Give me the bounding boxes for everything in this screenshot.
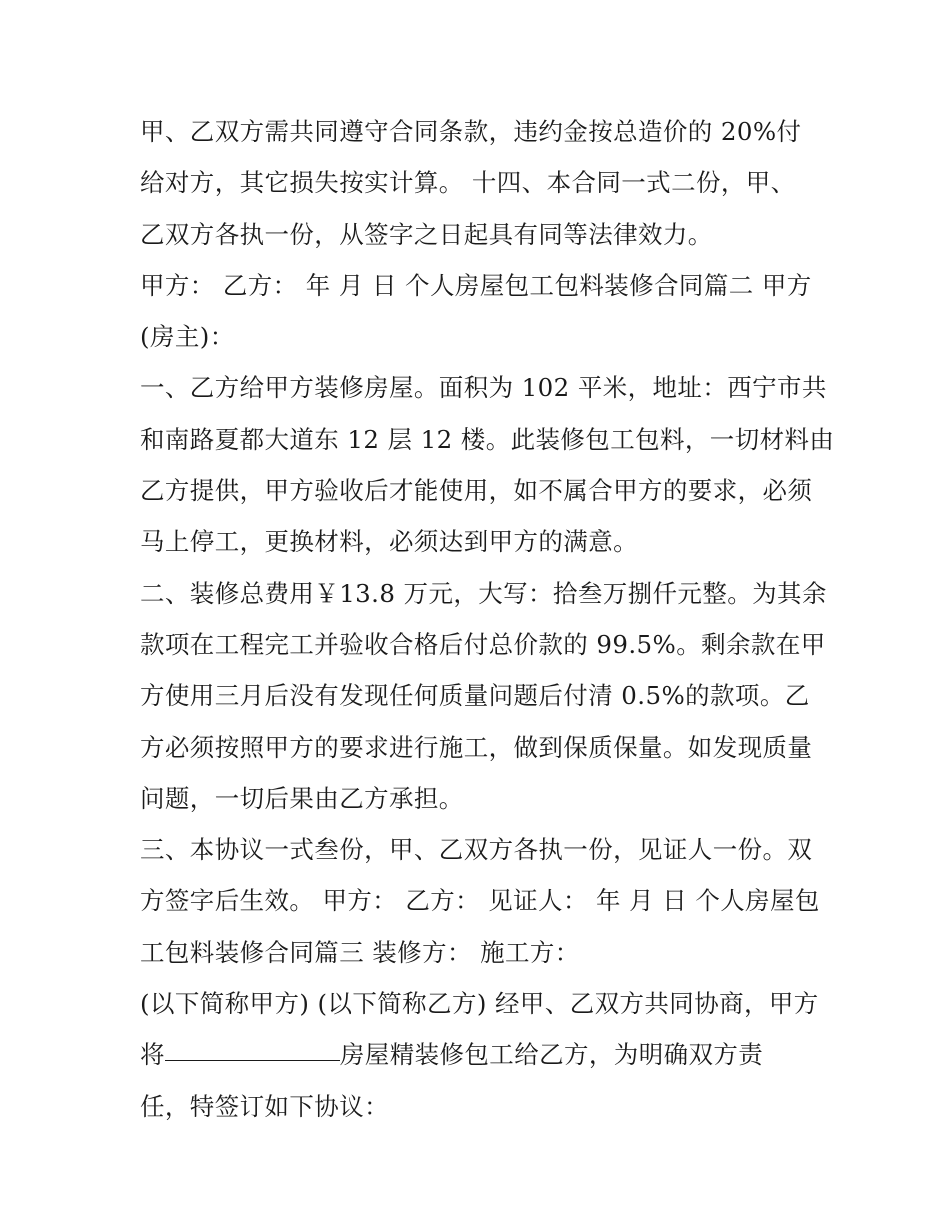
text-line: 问题，一切后果由乙方承担。	[140, 783, 464, 813]
text-line: 三、本协议一式叁份，甲、乙双方各执一份，见证人一份。双	[140, 835, 813, 865]
text-line-with-blank	[140, 1029, 820, 1080]
text-line: 和南路夏都大道东 12 层 12 楼。此装修包工包料，一切材料由	[140, 424, 835, 454]
text-line: (以下简称甲方) (以下简称乙方) 经甲、乙双方共同协商，甲方	[140, 989, 819, 1019]
text-line: 马上停工，更换材料，必须达到甲方的满意。	[140, 527, 638, 557]
text-line: 一、乙方给甲方装修房屋。面积为 102 平米，地址：西宁市共	[140, 373, 827, 403]
text-line: 方使用三月后没有发现任何质量问题后付清 0.5%的款项。乙	[140, 681, 810, 711]
text-line: 乙方提供，甲方验收后才能使用，如不属合甲方的要求，必须	[140, 476, 813, 506]
text-line: 款项在工程完工并验收合格后付总价款的 99.5%。剩余款在甲	[140, 629, 826, 659]
text-line: 乙双方各执一份，从签字之日起具有同等法律效力。	[140, 219, 713, 249]
contract-text	[140, 106, 835, 1132]
text-segment: 将	[140, 1040, 165, 1070]
text-line: 甲方： 乙方： 年 月 日 个人房屋包工包料装修合同篇二 甲方	[140, 270, 812, 300]
text-line: 方签字后生效。 甲方： 乙方： 见证人： 年 月 日 个人房屋包	[140, 886, 820, 916]
text-line: 甲、乙双方需共同遵守合同条款，违约金按总造价的 20%付	[140, 117, 802, 146]
text-line: 方必须按照甲方的要求进行施工，做到保质保量。如发现质量	[140, 732, 813, 762]
text-line: 二、装修总费用￥13.8 万元，大写：拾叁万捌仟元整。为其余	[140, 578, 827, 608]
fill-in-blank	[165, 1030, 340, 1061]
text-segment: 房屋精装修包工给乙方，为明确双方责	[339, 1040, 764, 1070]
text-line: 工包料装修合同篇三 装修方： 施工方：	[140, 937, 580, 967]
text-line: 给对方，其它损失按实计算。 十四、本合同一式二份，甲、	[140, 168, 796, 198]
text-line: (房主)：	[140, 322, 235, 352]
text-line: 任，特签订如下协议：	[140, 1091, 389, 1121]
